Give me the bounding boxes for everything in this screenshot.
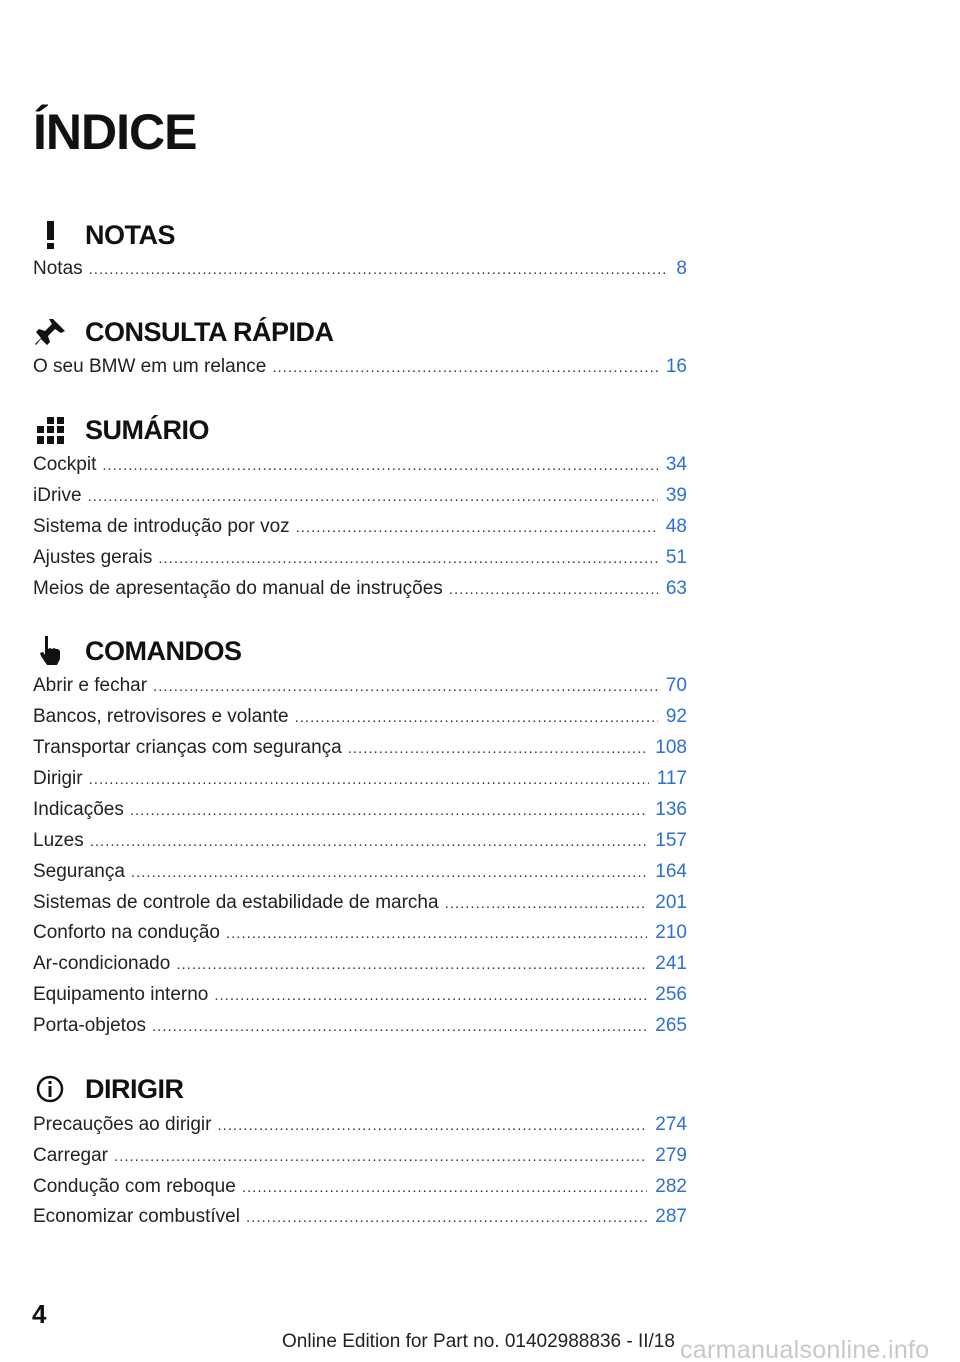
dot-leader: [89, 261, 669, 278]
toc-entry-label: Equipamento interno: [33, 984, 209, 1005]
toc-entry-label: Segurança: [33, 861, 125, 882]
page-link[interactable]: 108: [655, 737, 687, 758]
page-link[interactable]: 70: [665, 675, 687, 696]
toc-entry[interactable]: [33, 799, 687, 825]
page-link[interactable]: 34: [665, 454, 687, 475]
dot-leader: [449, 581, 658, 598]
dot-leader: [88, 488, 658, 505]
toc-entry-label: Sistemas de controle da estabilidade de marcha: [33, 892, 439, 913]
toc-entry-label: Abrir e fechar: [33, 675, 148, 696]
section-title: NOTAS: [85, 219, 175, 250]
toc-entry-label: Porta-objetos: [33, 1015, 147, 1036]
pushpin-icon: [33, 315, 69, 349]
toc-entry[interactable]: [33, 737, 687, 763]
page-link[interactable]: 39: [665, 485, 687, 506]
section-heading-comandos: [33, 634, 242, 668]
section-title: DIRIGIR: [85, 1073, 184, 1104]
toc-entry[interactable]: [33, 547, 687, 573]
toc-entry[interactable]: [33, 953, 687, 979]
dot-leader: [152, 1018, 647, 1035]
page-link[interactable]: 92: [665, 706, 687, 727]
dot-leader: [214, 987, 647, 1004]
toc-entry-label: Dirigir: [33, 768, 83, 789]
page-link[interactable]: 279: [655, 1145, 687, 1166]
dot-leader: [445, 895, 648, 912]
toc-entry[interactable]: [33, 516, 687, 542]
toc-entry[interactable]: [33, 1015, 687, 1041]
toc-entry[interactable]: [33, 258, 687, 284]
toc-entry[interactable]: [33, 356, 687, 382]
dot-leader: [131, 864, 647, 881]
toc-entry-label: Carregar: [33, 1145, 108, 1166]
toc-entry-label: iDrive: [33, 485, 82, 506]
page-link[interactable]: 63: [665, 578, 687, 599]
page-number: 4: [32, 1299, 47, 1329]
toc-entry-label: Ajustes gerais: [33, 547, 153, 568]
page-link[interactable]: 164: [655, 861, 687, 882]
section-title: SUMÁRIO: [85, 414, 209, 445]
dot-leader: [296, 519, 658, 536]
toc-entry[interactable]: [33, 892, 687, 918]
section-title: CONSULTA RÁPIDA: [85, 316, 334, 347]
toc-entry-label: Ar-condicionado: [33, 953, 171, 974]
section-heading-notas: [33, 218, 175, 252]
toc-entry[interactable]: [33, 768, 687, 794]
section-heading-sumario: [33, 413, 209, 447]
toc-entry-label: Condução com reboque: [33, 1176, 236, 1197]
info-circle-icon: [33, 1072, 69, 1106]
dot-leader: [90, 833, 648, 850]
toc-entry-label: Indicações: [33, 799, 124, 820]
dot-leader: [130, 802, 647, 819]
dot-leader: [153, 678, 658, 695]
dot-leader: [176, 956, 647, 973]
toc-entry-label: Precauções ao dirigir: [33, 1114, 212, 1135]
page-link[interactable]: 51: [665, 547, 687, 568]
page-link[interactable]: 136: [655, 799, 687, 820]
toc-entry-label: Meios de apresentação do manual de instruções: [33, 578, 443, 599]
toc-entry-label: Notas: [33, 258, 83, 279]
dot-leader: [295, 709, 658, 726]
toc-entry-label: O seu BMW em um relance: [33, 356, 267, 377]
hand-pointer-icon: [33, 634, 69, 668]
toc-entry-label: Economizar combustível: [33, 1206, 240, 1227]
toc-entry[interactable]: [33, 578, 687, 604]
watermark: carmanualsonline.info: [680, 1336, 930, 1362]
toc-entry-label: Conforto na condução: [33, 922, 220, 943]
dot-leader: [246, 1209, 647, 1226]
toc-entry[interactable]: [33, 861, 687, 887]
dot-leader: [348, 740, 648, 757]
page-link[interactable]: 117: [656, 768, 687, 789]
page-link[interactable]: 157: [655, 830, 687, 851]
toc-entry[interactable]: [33, 485, 687, 511]
page-link[interactable]: 241: [655, 953, 687, 974]
toc-entry[interactable]: [33, 454, 687, 480]
dot-leader: [89, 771, 649, 788]
dot-leader: [217, 1117, 647, 1134]
grid-icon: [33, 413, 69, 447]
page-link[interactable]: 210: [655, 922, 687, 943]
page-link[interactable]: 282: [655, 1176, 687, 1197]
page-link[interactable]: 8: [676, 258, 687, 279]
toc-entry[interactable]: [33, 1206, 687, 1232]
toc-entry[interactable]: [33, 675, 687, 701]
page-link[interactable]: 201: [655, 892, 687, 913]
page-title: ÍNDICE: [33, 104, 197, 160]
page-link[interactable]: 287: [655, 1206, 687, 1227]
toc-entry[interactable]: [33, 1114, 687, 1140]
dot-leader: [226, 925, 647, 942]
toc-entry-label: Sistema de introdução por voz: [33, 516, 290, 537]
toc-entry[interactable]: [33, 830, 687, 856]
exclamation-icon: [33, 218, 69, 252]
page-link[interactable]: 16: [665, 356, 687, 377]
page-link[interactable]: 265: [655, 1015, 687, 1036]
section-title: COMANDOS: [85, 635, 242, 666]
dot-leader: [242, 1179, 647, 1196]
edition-footer: Online Edition for Part no. 01402988836 - II/18: [282, 1331, 675, 1352]
section-heading-dirigir: [33, 1072, 184, 1106]
toc-entry-label: Luzes: [33, 830, 84, 851]
toc-entry[interactable]: [33, 1176, 687, 1202]
toc-entry[interactable]: [33, 706, 687, 732]
toc-entry-label: Bancos, retrovisores e volante: [33, 706, 289, 727]
toc-entry-label: Transportar crianças com segurança: [33, 737, 342, 758]
toc-entry-label: Cockpit: [33, 454, 97, 475]
dot-leader: [114, 1148, 647, 1165]
toc-entry[interactable]: [33, 984, 687, 1010]
toc-entry[interactable]: [33, 1145, 687, 1171]
section-heading-consulta-rapida: [33, 315, 334, 349]
page-link[interactable]: 256: [655, 984, 687, 1005]
dot-leader: [272, 359, 658, 376]
dot-leader: [158, 550, 658, 567]
dot-leader: [102, 457, 658, 474]
toc-entry[interactable]: [33, 922, 687, 948]
page-link[interactable]: 48: [665, 516, 687, 537]
page-link[interactable]: 274: [655, 1114, 687, 1135]
